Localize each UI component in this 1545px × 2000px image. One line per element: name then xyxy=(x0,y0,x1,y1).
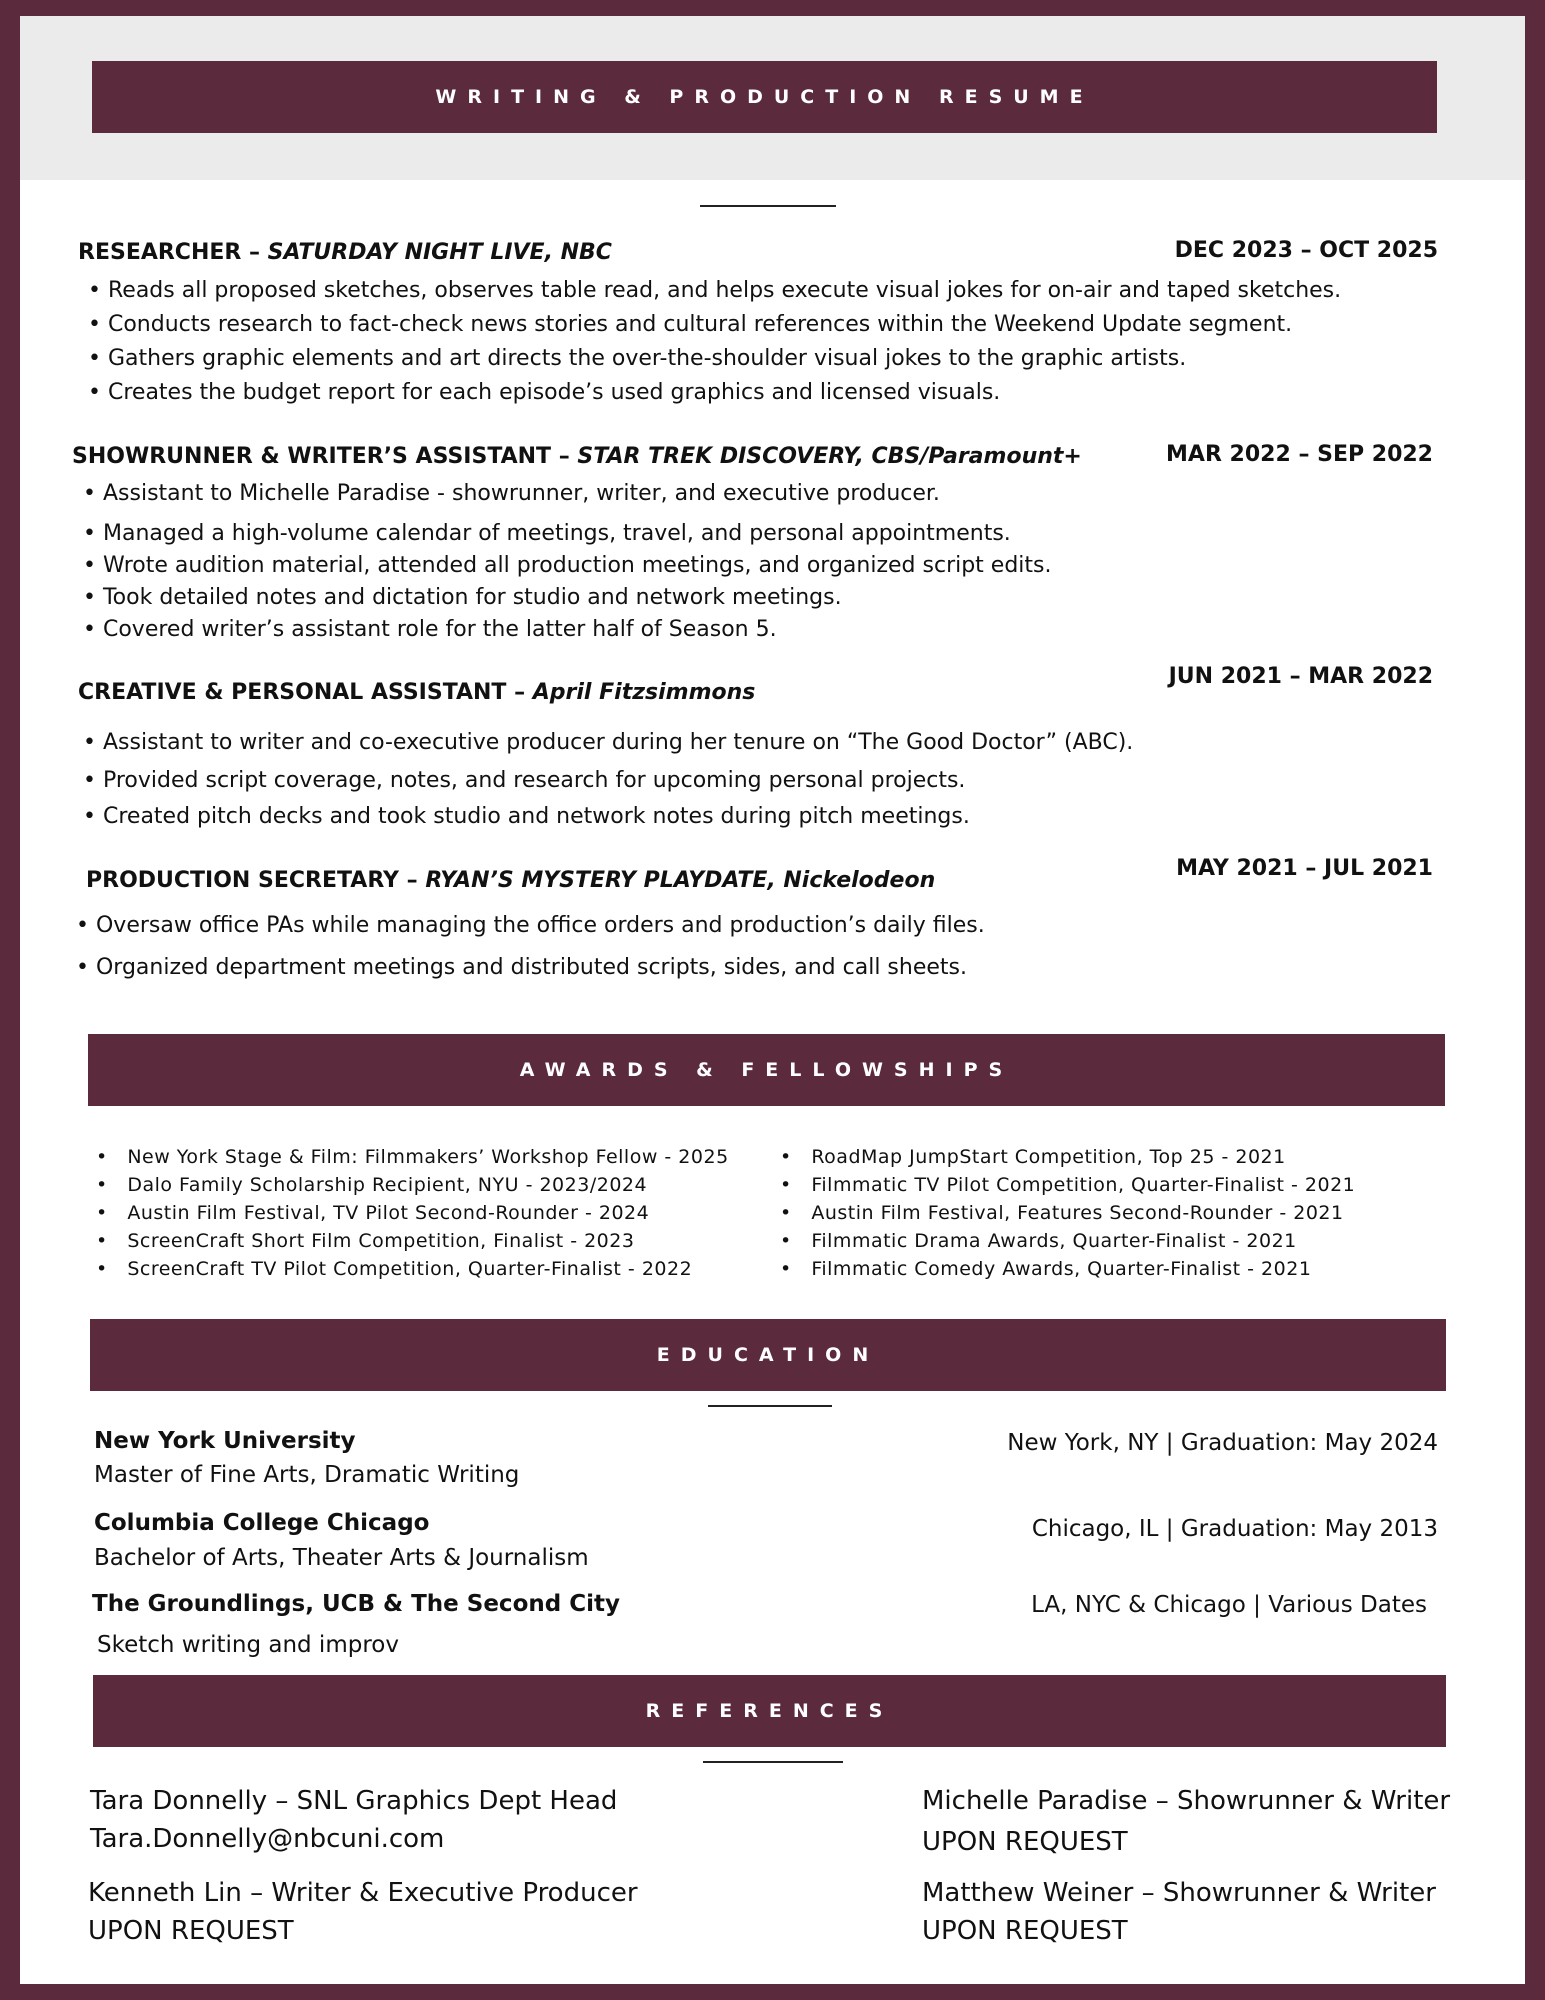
award-item: • RoadMap JumpStart Competition, Top 25 - 2021 xyxy=(780,1146,1286,1168)
job-dates: MAR 2022 – SEP 2022 xyxy=(1166,442,1433,467)
job-bullet: • Provided script coverage, notes, and research for upcoming personal projects. xyxy=(83,768,966,793)
school-name: New York University xyxy=(94,1428,356,1454)
school-name: Columbia College Chicago xyxy=(94,1510,430,1536)
job-dates: JUN 2021 – MAR 2022 xyxy=(1168,664,1433,689)
degree: Bachelor of Arts, Theater Arts & Journalism xyxy=(94,1545,589,1571)
education-banner xyxy=(90,1319,1446,1391)
divider xyxy=(703,1761,843,1763)
job-bullet: • Oversaw office PAs while managing the office orders and production’s daily files. xyxy=(76,913,985,938)
job-title: RESEARCHER – SATURDAY NIGHT LIVE, NBC xyxy=(78,240,612,265)
school-info: Chicago, IL | Graduation: May 2013 xyxy=(1031,1516,1438,1542)
job-dates: MAY 2021 – JUL 2021 xyxy=(1176,856,1433,881)
reference-contact: UPON REQUEST xyxy=(922,1916,1128,1946)
awards-banner xyxy=(88,1034,1445,1106)
school-info: LA, NYC & Chicago | Various Dates xyxy=(1031,1592,1427,1618)
award-item: • Filmmatic TV Pilot Competition, Quarter-Finalist - 2021 xyxy=(780,1174,1356,1196)
job-bullet: • Took detailed notes and dictation for studio and network meetings. xyxy=(83,585,842,610)
award-item: • Filmmatic Drama Awards, Quarter-Finalist - 2021 xyxy=(780,1230,1297,1252)
divider xyxy=(700,205,836,207)
award-item: • ScreenCraft Short Film Competition, Finalist - 2023 xyxy=(96,1230,635,1252)
reference-name: Kenneth Lin – Writer & Executive Producer xyxy=(88,1878,638,1908)
school-name: The Groundlings, UCB & The Second City xyxy=(92,1591,620,1617)
references-banner xyxy=(93,1675,1446,1747)
job-dates: DEC 2023 – OCT 2025 xyxy=(1174,238,1438,263)
school-info: New York, NY | Graduation: May 2024 xyxy=(1007,1430,1438,1456)
job-title: PRODUCTION SECRETARY – RYAN’S MYSTERY PLAYDATE, Nickelodeon xyxy=(86,868,936,893)
resume-title-banner xyxy=(92,61,1437,133)
award-item: • ScreenCraft TV Pilot Competition, Quarter-Finalist - 2022 xyxy=(96,1258,693,1280)
award-item: • Filmmatic Comedy Awards, Quarter-Finalist - 2021 xyxy=(780,1258,1312,1280)
job-bullet: • Creates the budget report for each episode’s used graphics and licensed visuals. xyxy=(88,380,1001,405)
reference-contact: UPON REQUEST xyxy=(922,1827,1128,1857)
reference-name: Matthew Weiner – Showrunner & Writer xyxy=(922,1878,1436,1908)
reference-contact: UPON REQUEST xyxy=(88,1916,294,1946)
reference-name: Michelle Paradise – Showrunner & Writer xyxy=(922,1786,1451,1816)
degree: Sketch writing and improv xyxy=(97,1632,399,1658)
education-title: EDUCATION xyxy=(656,1344,880,1366)
job-bullet: • Created pitch decks and took studio and network notes during pitch meetings. xyxy=(83,804,970,829)
resume-page xyxy=(20,16,1525,1984)
award-item: • Dalo Family Scholarship Recipient, NYU - 2023/2024 xyxy=(96,1174,648,1196)
divider xyxy=(708,1405,832,1407)
job-bullet: • Covered writer’s assistant role for the latter half of Season 5. xyxy=(83,617,777,642)
reference-name: Tara Donnelly – SNL Graphics Dept Head xyxy=(90,1786,618,1816)
job-bullet: • Gathers graphic elements and art directs the over-the-shoulder visual jokes to the graphic artists. xyxy=(88,346,1187,371)
job-bullet: • Assistant to Michelle Paradise - showrunner, writer, and executive producer. xyxy=(83,481,940,506)
job-bullet: • Organized department meetings and distributed scripts, sides, and call sheets. xyxy=(76,955,967,980)
reference-contact: Tara.Donnelly@nbcuni.com xyxy=(90,1824,445,1854)
job-bullet: • Reads all proposed sketches, observes table read, and helps execute visual jokes for on-air and taped sketches. xyxy=(88,278,1342,303)
job-title: SHOWRUNNER & WRITER’S ASSISTANT – STAR TREK DISCOVERY, CBS/Paramount+ xyxy=(72,444,1082,469)
degree: Master of Fine Arts, Dramatic Writing xyxy=(94,1462,520,1488)
awards-title: AWARDS & FELLOWSHIPS xyxy=(519,1059,1014,1081)
references-title: REFERENCES xyxy=(645,1700,894,1722)
award-item: • Austin Film Festival, TV Pilot Second-Rounder - 2024 xyxy=(96,1202,650,1224)
job-bullet: • Assistant to writer and co-executive producer during her tenure on “The Good Doctor” (ABC). xyxy=(83,730,1134,755)
award-item: • New York Stage & Film: Filmmakers’ Workshop Fellow - 2025 xyxy=(96,1146,729,1168)
job-bullet: • Managed a high-volume calendar of meetings, travel, and personal appointments. xyxy=(83,521,1011,546)
award-item: • Austin Film Festival, Features Second-Rounder - 2021 xyxy=(780,1202,1344,1224)
resume-title: WRITING & PRODUCTION RESUME xyxy=(435,86,1094,108)
job-title: CREATIVE & PERSONAL ASSISTANT – April Fitzsimmons xyxy=(78,680,756,705)
job-bullet: • Conducts research to fact-check news stories and cultural references within the Weekend Update segment. xyxy=(88,312,1293,337)
job-bullet: • Wrote audition material, attended all production meetings, and organized script edits. xyxy=(83,553,1052,578)
